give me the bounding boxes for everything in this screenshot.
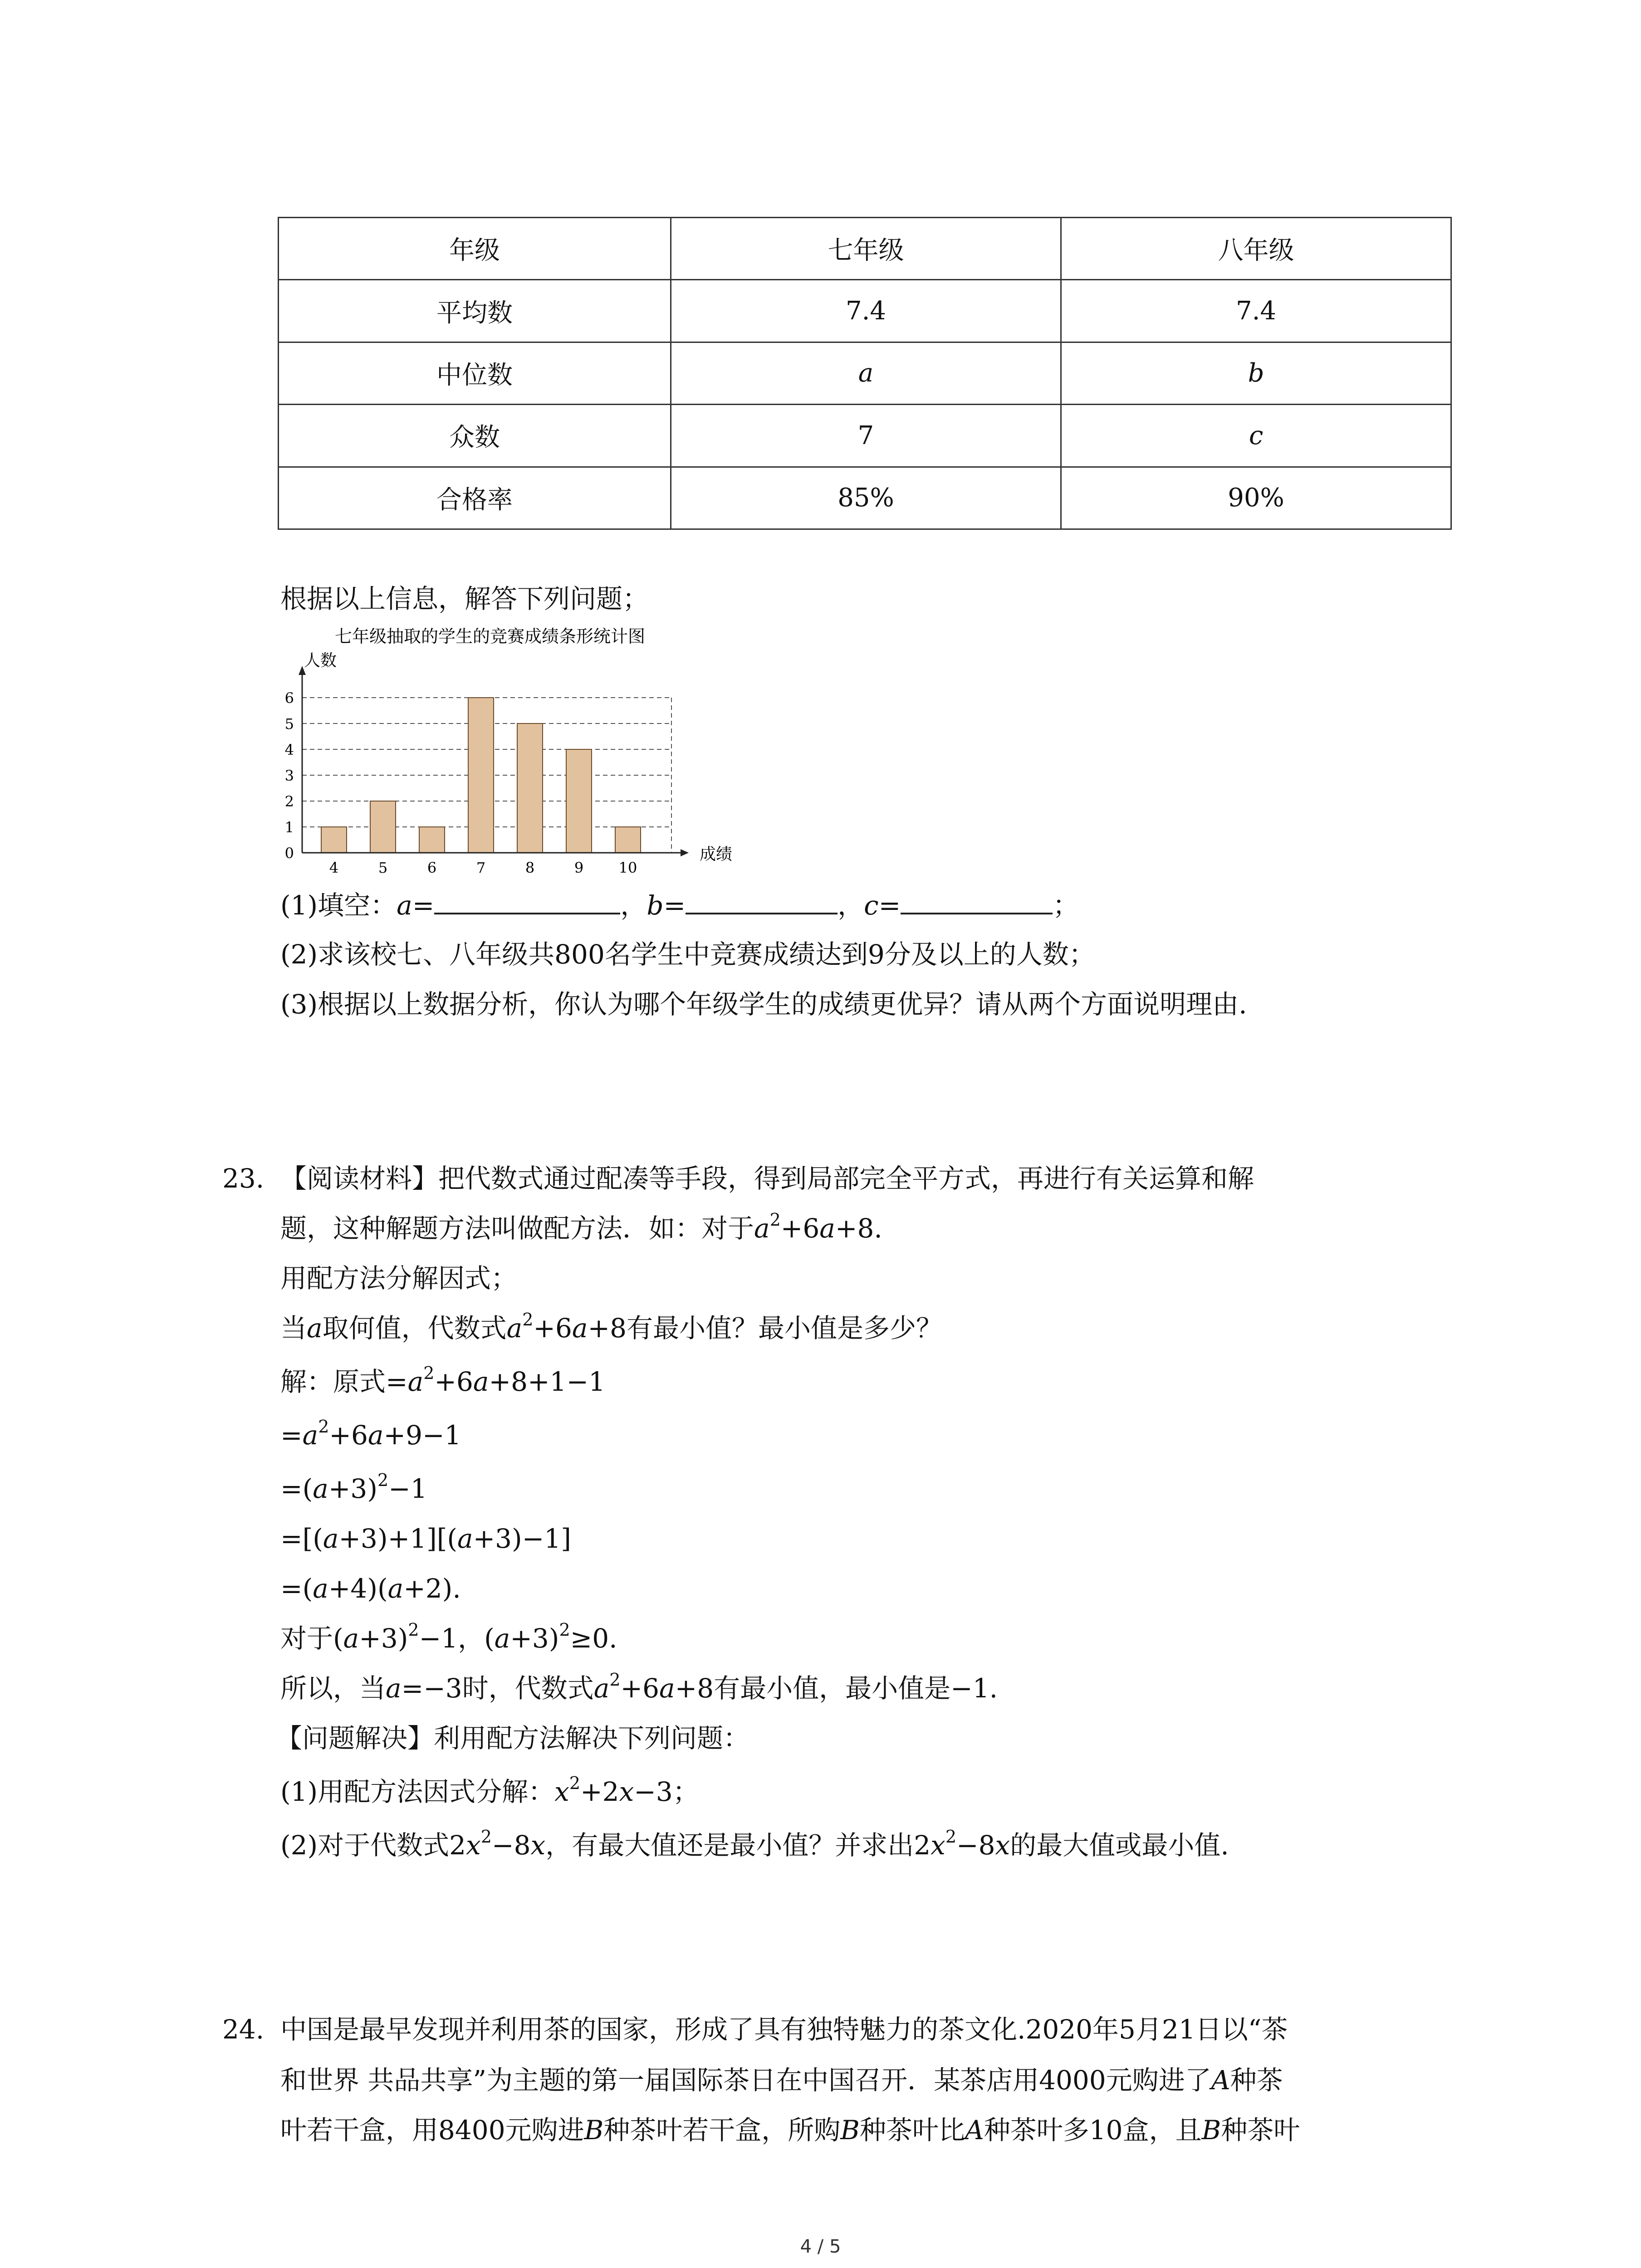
x-tick-label: 8 [525, 859, 535, 876]
q23-part1: (1)用配方法因式分解：$x^2+2x-3$； [280, 1773, 699, 1807]
table-header-cell: 年级 [279, 218, 671, 280]
blank-a[interactable] [434, 889, 620, 914]
x-tick-label: 10 [618, 859, 637, 876]
bar-chart [254, 626, 780, 880]
q23-problem-heading: 【问题解决】利用配方法解决下列问题： [276, 1723, 750, 1754]
y-tick-label: 3 [284, 767, 294, 784]
q23-line2: 题，这种解题方法叫做配方法．如：对于$a^2+6a+8$. [280, 1210, 882, 1244]
q24-number: 24. [222, 2014, 265, 2045]
text: 取何值，代数式 [322, 1313, 507, 1344]
y-tick-label: 5 [284, 715, 294, 733]
q22-part1-prefix: (1)填空： [280, 890, 397, 921]
text: 当 [280, 1313, 307, 1344]
text: ，有最大值还是最小值？并求出 [545, 1830, 914, 1861]
q22-var-c: c= [864, 890, 901, 921]
chart-x-label: 成绩 [700, 845, 733, 864]
q23-line2-text: 题，这种解题方法叫做配方法．如：对于 [280, 1213, 754, 1244]
table-cell: 中位数 [279, 342, 671, 404]
table-row [279, 280, 1451, 342]
var: A [965, 2115, 984, 2146]
q22-part3: (3)根据以上数据分析，你认为哪个年级学生的成绩更优异？请从两个方面说明理由. [280, 989, 1247, 1020]
table-cell: 合格率 [279, 467, 671, 529]
x-tick-label: 6 [427, 859, 437, 876]
bar [419, 827, 445, 853]
table-var: a [858, 358, 874, 388]
y-tick-label: 0 [284, 845, 294, 862]
text: 有最小值？最小值是多少？ [627, 1313, 943, 1344]
q23-step: =[(a+3)+1][(a+3)−1] [280, 1523, 571, 1554]
y-tick-label: 6 [284, 689, 294, 707]
table-var: c [1249, 420, 1264, 450]
q22-var-a: a= [397, 890, 435, 921]
bar [517, 723, 543, 853]
bar [615, 827, 641, 853]
q23-so-line: 所以，当a=−3时，代数式$a^2+6a+8$有最小值，最小值是−1. [280, 1670, 998, 1704]
bar [370, 801, 396, 853]
q23-step: =(a+4)(a+2). [280, 1573, 461, 1604]
var: B [1201, 2115, 1221, 2146]
page-number: 4 / 5 [800, 2236, 841, 2257]
text: 种茶叶比 [859, 2115, 965, 2146]
separator: ， [838, 890, 864, 921]
separator: ； [1053, 890, 1079, 921]
separator: ， [620, 890, 647, 921]
blank-c[interactable] [901, 889, 1053, 914]
q22-part1 [280, 889, 1079, 922]
q23-number: 23. [222, 1163, 265, 1194]
q22-intro: 根据以上信息，解答下列问题； [280, 583, 649, 614]
x-tick-label: 7 [476, 859, 486, 876]
text: (2)对于代数式 [280, 1830, 450, 1861]
table-row [279, 467, 1451, 529]
chart-title: 七年级抽取的学生的竞赛成绩条形统计图 [334, 626, 646, 646]
table-row [279, 342, 1451, 404]
table-cell [1061, 342, 1451, 404]
table-cell: 85% [671, 467, 1061, 529]
table-var: b [1248, 358, 1264, 388]
q23-step: $=a^2+6a+9-1$ [280, 1417, 461, 1451]
table-cell: 平均数 [279, 280, 671, 342]
table-row [279, 405, 1451, 467]
q24-line3 [280, 2115, 1300, 2146]
x-tick-label: 5 [378, 859, 388, 876]
q23-part2: (2)对于代数式$2x^2-8x$，有最大值还是最小值？并求出$2x^2-8x$的最大值或最小值. [280, 1827, 1229, 1861]
table-header-row [279, 218, 1451, 280]
table-cell [1061, 405, 1451, 467]
table-header-cell: 七年级 [671, 218, 1061, 280]
stats-table [278, 217, 1452, 530]
q24-line2 [280, 2065, 1283, 2097]
x-tick-label: 9 [574, 859, 584, 876]
text: 和世界 共品共享”为主题的第一届国际茶日在中国召开．某茶店用4000元购进了 [280, 2065, 1211, 2096]
q23-step: $=(a+3)^2-1$ [280, 1470, 427, 1504]
var: A [1211, 2065, 1230, 2096]
y-tick-label: 2 [284, 793, 294, 810]
text: 种茶叶多10盒，且 [984, 2115, 1202, 2146]
q22-part2: (2)求该校七、八年级共800名学生中竞赛成绩达到9分及以上的人数； [280, 939, 1095, 970]
table-header-cell: 八年级 [1061, 218, 1451, 280]
bar [468, 698, 494, 853]
table-cell: 7.4 [671, 280, 1061, 342]
table-cell [671, 342, 1061, 404]
text: 对于 [280, 1623, 333, 1654]
text: 叶若干盒，用8400元购进 [280, 2115, 584, 2146]
text: 有最小值，最小值是−1. [714, 1673, 998, 1704]
q23-solution-line1: 解：原式$=a^2+6a+8+1-1$ [280, 1363, 605, 1397]
text: 种茶叶 [1221, 2115, 1300, 2146]
table-cell: 众数 [279, 405, 671, 467]
bar [321, 827, 347, 853]
y-tick-label: 4 [284, 741, 294, 758]
var: B [584, 2115, 604, 2146]
q23-line3: 用配方法分解因式； [280, 1263, 518, 1294]
table-cell: 7 [671, 405, 1061, 467]
text: 的最大值或最小值. [1010, 1830, 1229, 1861]
x-axis-arrow [681, 849, 689, 856]
q24-line1: 中国是最早发现并利用茶的国家，形成了具有独特魅力的茶文化.2020年5月21日以“茶 [280, 2014, 1288, 2045]
table-cell: 90% [1061, 467, 1451, 529]
blank-b[interactable] [686, 889, 838, 914]
text: 所以，当 [280, 1673, 386, 1704]
var: B [840, 2115, 860, 2146]
table-cell: 7.4 [1061, 280, 1451, 342]
chart-y-label: 人数 [304, 651, 337, 670]
x-tick-label: 4 [329, 859, 339, 876]
text: 时，代数式 [462, 1673, 594, 1704]
bar [566, 749, 592, 853]
text: 种茶 [1230, 2065, 1283, 2096]
text: 种茶叶若干盒，所购 [603, 2115, 841, 2146]
text: 解：原式= [280, 1366, 408, 1397]
q23-for-line: 对于$(a+3)^2-1$，$(a+3)^2\ge 0$. [280, 1620, 617, 1654]
q23-line1: 【阅读材料】把代数式通过配凑等手段，得到局部完全平方式，再进行有关运算和解 [280, 1163, 1254, 1194]
text: (1)用配方法因式分解： [280, 1776, 555, 1807]
q22-var-b: b= [647, 890, 686, 921]
y-tick-label: 1 [284, 819, 294, 836]
q23-line4: 当a取何值，代数式$a^2+6a+8$有最小值？最小值是多少？ [280, 1310, 943, 1344]
